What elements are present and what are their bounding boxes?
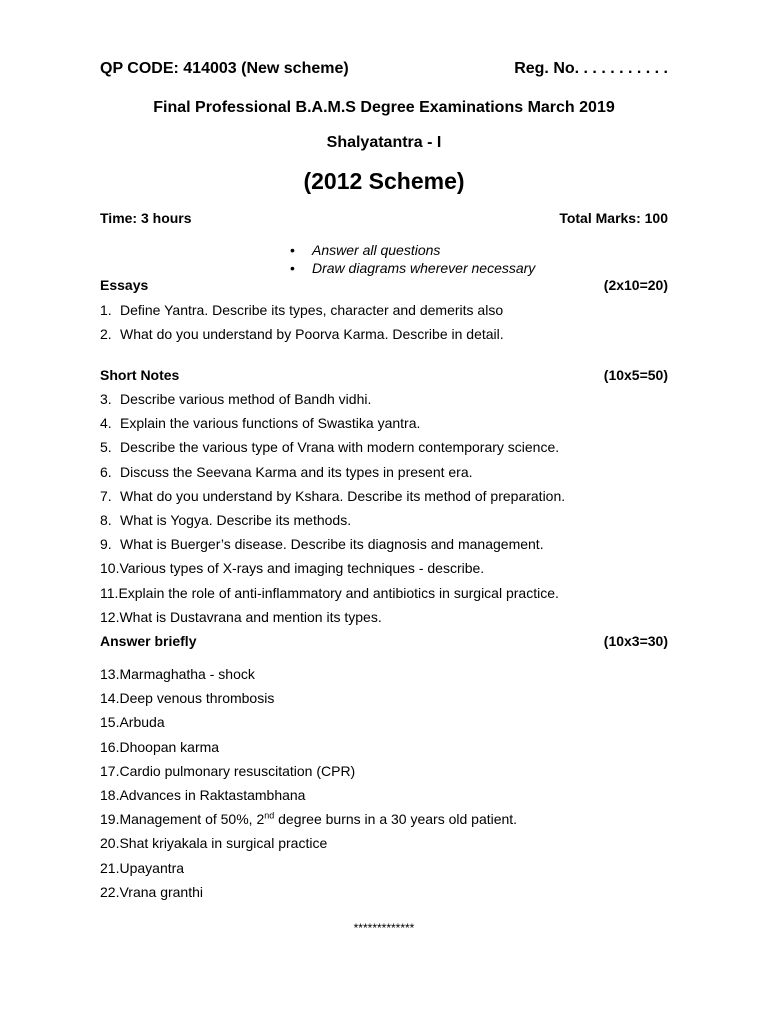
- question-item: [100, 435, 565, 459]
- qp-code: QP CODE: 414003 (New scheme): [100, 60, 349, 77]
- question-number: 5.: [100, 439, 112, 456]
- question-number: 11.: [100, 584, 119, 601]
- question-text: Advances in Raktastambhana: [119, 786, 306, 803]
- question-item: [100, 556, 565, 580]
- essays-question-list: [100, 298, 504, 346]
- subject-title: Shalyatantra - I: [326, 134, 442, 151]
- section-marks: (2x10=20): [603, 277, 668, 293]
- section-marks: (10x5=50): [603, 367, 668, 383]
- section-title: Short Notes: [100, 367, 180, 383]
- question-item: [100, 605, 565, 629]
- question-number: 16.: [100, 738, 120, 755]
- question-text: Define Yantra. Describe its types, character and demerits also: [120, 302, 504, 318]
- question-item: [100, 532, 565, 556]
- question-text: Deep venous thrombosis: [119, 690, 275, 707]
- question-item: [100, 710, 517, 734]
- question-item: [100, 880, 517, 904]
- question-item: [100, 856, 517, 880]
- question-item: [100, 662, 517, 686]
- question-number: 10.: [100, 560, 120, 577]
- question-item: [100, 735, 517, 759]
- question-text: Shat kriyakala in surgical practice: [119, 835, 328, 852]
- question-text: Cardio pulmonary resuscitation (CPR): [119, 762, 356, 779]
- question-item: [100, 783, 517, 807]
- question-item: [100, 759, 517, 783]
- question-number: 8.: [100, 511, 112, 528]
- question-number: 4.: [100, 415, 112, 432]
- question-text: Explain the role of anti-inflammatory and antibiotics in surgical practice.: [118, 584, 559, 601]
- question-item: [100, 298, 504, 322]
- instruction-item: • Draw diagrams wherever necessary: [290, 259, 535, 277]
- question-number: 13.: [100, 666, 120, 682]
- reg-no: Reg. No. . . . . . . . . . .: [514, 60, 668, 77]
- question-number: 12.: [100, 608, 120, 625]
- instruction-item: • Answer all questions: [290, 241, 535, 259]
- question-number: 6.: [100, 463, 112, 480]
- question-number: 2.: [100, 326, 112, 343]
- question-number: 9.: [100, 536, 112, 553]
- total-marks: Total Marks: 100: [559, 210, 668, 226]
- question-number: 19.: [100, 811, 120, 828]
- question-text: Arbuda: [119, 714, 165, 731]
- end-marker: *************: [353, 921, 415, 935]
- question-text: Dhoopan karma: [119, 738, 220, 755]
- question-text: Describe the various type of Vrana with modern contemporary science.: [120, 439, 560, 456]
- question-number: 18.: [100, 786, 120, 803]
- question-item: [100, 411, 565, 435]
- question-text: What is Buerger’s disease. Describe its diagnosis and management.: [120, 536, 544, 553]
- question-number: 3.: [100, 391, 112, 407]
- question-number: 1.: [100, 302, 112, 318]
- question-text: What do you understand by Poorva Karma. Describe in detail.: [120, 326, 504, 343]
- question-text-pre: Management of 50%, 2: [119, 811, 265, 828]
- question-text-post: degree burns in a 30 years old patient.: [274, 811, 518, 828]
- question-item: [100, 581, 565, 605]
- question-number: 20.: [100, 835, 120, 852]
- question-text: Upayantra: [119, 859, 185, 876]
- short-notes-question-list: [100, 387, 565, 629]
- meta-row: [100, 210, 668, 226]
- section-title: Answer briefly: [100, 633, 197, 649]
- question-number: 21.: [100, 859, 120, 876]
- section-marks: (10x3=30): [603, 633, 668, 649]
- question-text: What is Yogya. Describe its methods.: [120, 511, 352, 528]
- section-title: Essays: [100, 277, 149, 293]
- section-heading-essays: [100, 277, 668, 293]
- question-text: Marmaghatha - shock: [119, 666, 255, 682]
- question-number: 15.: [100, 714, 120, 731]
- question-text: What do you understand by Kshara. Describe its method of preparation.: [120, 487, 566, 504]
- question-number: 22.: [100, 883, 120, 900]
- header-row: [100, 60, 668, 78]
- question-item: [100, 322, 504, 346]
- question-number: 14.: [100, 690, 120, 707]
- question-item: [100, 686, 517, 710]
- answer-briefly-question-list: [100, 662, 517, 904]
- question-text: What is Dustavrana and mention its types.: [119, 608, 382, 625]
- question-item: [100, 460, 565, 484]
- question-text: Discuss the Seevana Karma and its types in present era.: [120, 463, 473, 480]
- question-item: [100, 807, 517, 831]
- question-item: [100, 508, 565, 532]
- section-heading-short-notes: [100, 367, 668, 383]
- question-item: [100, 484, 565, 508]
- scheme-title: (2012 Scheme): [303, 168, 465, 194]
- time-allowed: Time: 3 hours: [100, 210, 192, 226]
- question-number: 17.: [100, 762, 120, 779]
- question-item: [100, 831, 517, 855]
- exam-title: Final Professional B.A.M.S Degree Examinations March 2019: [153, 99, 615, 116]
- instructions-list: [290, 241, 535, 277]
- question-item: [100, 387, 565, 411]
- section-heading-answer-briefly: [100, 633, 668, 649]
- question-number: 7.: [100, 487, 112, 504]
- question-text: Vrana granthi: [119, 883, 204, 900]
- question-text: Describe various method of Bandh vidhi.: [120, 391, 372, 407]
- question-text: Explain the various functions of Swastika yantra.: [120, 415, 421, 432]
- superscript: nd: [264, 810, 275, 821]
- question-text: Various types of X-rays and imaging techniques - describe.: [119, 560, 485, 577]
